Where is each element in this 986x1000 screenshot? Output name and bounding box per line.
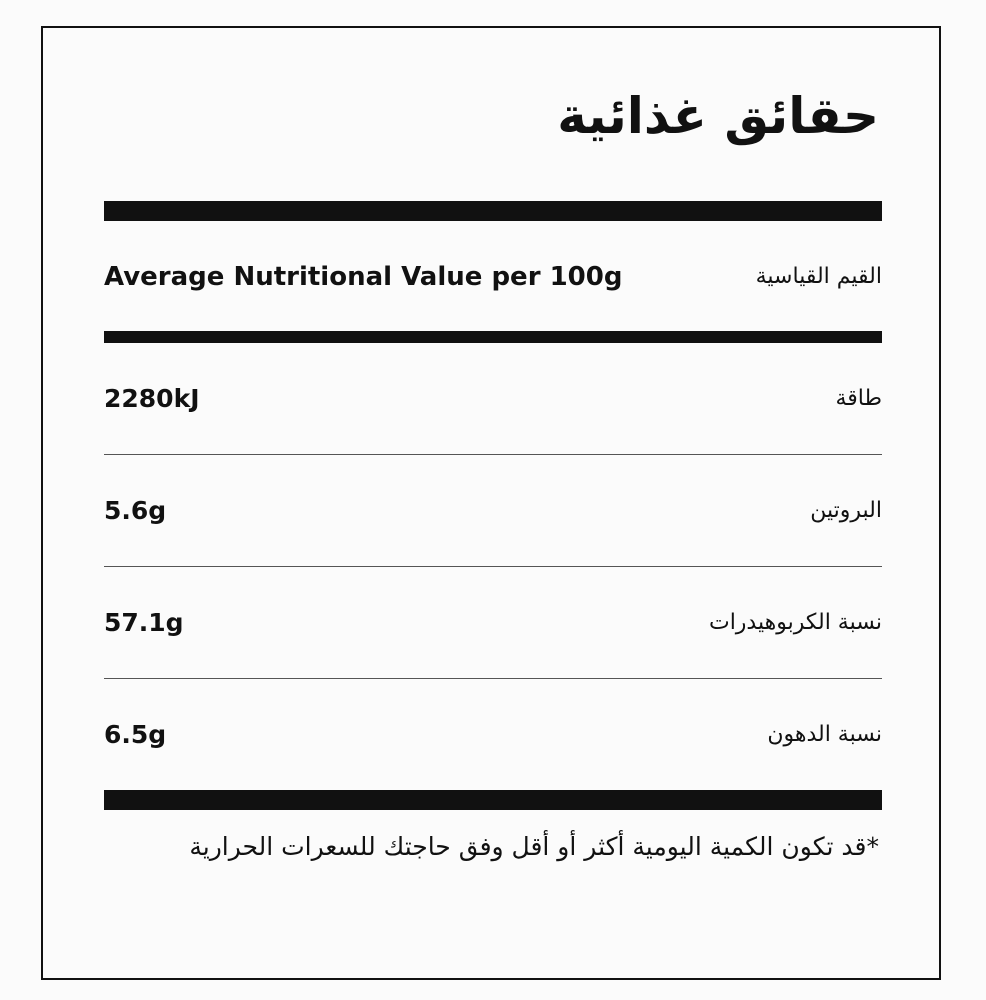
nutrient-label: البروتين <box>810 498 882 523</box>
nutrient-value: 5.6g <box>104 496 167 525</box>
nutrient-label: نسبة الدهون <box>767 722 882 747</box>
nutrient-row-protein <box>104 486 882 536</box>
header-row <box>104 252 882 302</box>
nutrient-value: 6.5g <box>104 720 167 749</box>
top-divider <box>104 201 882 221</box>
header-label: القيم القياسية <box>755 264 882 289</box>
nutrient-label: نسبة الكربوهيدرات <box>708 610 882 635</box>
row-divider <box>104 454 882 455</box>
header-divider <box>104 331 882 343</box>
nutrient-row-energy <box>104 374 882 424</box>
bottom-divider <box>104 790 882 810</box>
daily-value-footnote: *قد تكون الكمية اليومية أكثر أو أقل وفق حاجتك للسعرات الحرارية <box>189 832 879 861</box>
nutrient-row-fat <box>104 710 882 760</box>
nutrient-row-carbohydrates <box>104 598 882 648</box>
row-divider <box>104 566 882 567</box>
row-divider <box>104 678 882 679</box>
nutrient-label: طاقة <box>835 386 882 411</box>
header-value: Average Nutritional Value per 100g <box>104 262 623 292</box>
nutrition-facts-panel <box>41 26 941 980</box>
nutrition-facts-title: حقائق غذائية <box>557 87 879 145</box>
nutrient-value: 2280kJ <box>104 384 200 413</box>
nutrient-value: 57.1g <box>104 608 184 637</box>
